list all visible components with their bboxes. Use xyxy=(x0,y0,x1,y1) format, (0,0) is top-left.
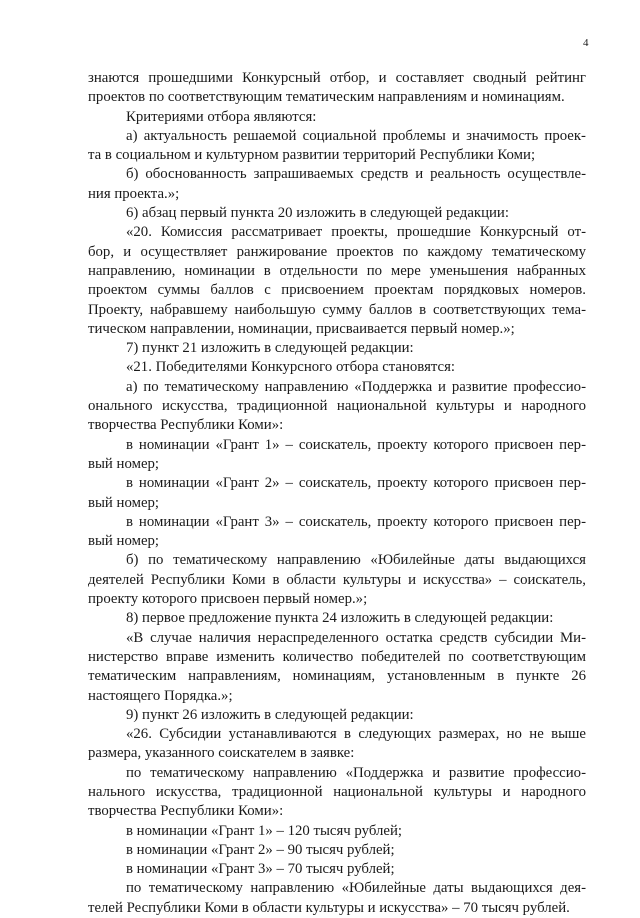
text-line: ния проекта.»; xyxy=(88,185,180,202)
text-line: «21. Победителями Конкурсного отбора становятся: xyxy=(126,359,456,376)
text-line: «В случае наличия нераспределенного остатка средств субсидии Ми- xyxy=(126,629,586,646)
text-line: онального искусства, традиционной национальной культуры и народного xyxy=(88,398,586,415)
text-line: настоящего Порядка.»; xyxy=(88,687,233,704)
text-line: б) обоснованность запрашиваемых средств и реальность осуществле- xyxy=(126,166,586,183)
text-line: «26. Субсидии устанавливаются в следующих размерах, но не выше xyxy=(126,726,586,743)
text-line: та в социальном и культурном развитии территорий Республики Коми; xyxy=(88,147,536,164)
text-line: деятелей Республики Коми в области культуры и искусства» – соискатель, xyxy=(88,571,586,588)
text-line: вый номер; xyxy=(88,455,160,472)
text-line: а) актуальность решаемой социальной проблемы и значимость проек- xyxy=(126,127,586,144)
text-line: 6) абзац первый пункта 20 изложить в следующей редакции: xyxy=(126,205,509,222)
text-line: нистерство вправе изменить количество победителей по соответствующим xyxy=(88,648,586,665)
text-line: направлению, номинации в отдельности по мере уменьшения набранных xyxy=(88,262,586,279)
text-line: а) по тематическому направлению «Поддержка и развитие профессио- xyxy=(126,378,586,395)
text-line: в номинации «Грант 2» – соискатель, проекту которого присвоен пер- xyxy=(126,475,586,492)
text-line: по тематическому направлению «Юбилейные даты выдающихся дея- xyxy=(126,880,586,897)
text-line: «20. Комиссия рассматривает проекты, прошедшие Конкурсный от- xyxy=(126,224,586,241)
text-line: нального искусства, традиционной национальной культуры и народного xyxy=(88,783,586,800)
text-line: размера, указанного соискателем в заявке: xyxy=(88,745,355,762)
text-line: творчества Республики Коми»: xyxy=(88,803,284,820)
text-line: 8) первое предложение пункта 24 изложить в следующей редакции: xyxy=(126,610,554,627)
text-line: Критериями отбора являются: xyxy=(126,108,317,125)
text-line: в номинации «Грант 2» – 90 тысяч рублей; xyxy=(126,841,395,858)
text-line: проектов по соответствующим тематическим направлениям и номинациям. xyxy=(88,89,565,106)
text-line: б) по тематическому направлению «Юбилейные даты выдающихся xyxy=(126,552,586,569)
text-line: вый номер; xyxy=(88,494,160,511)
text-line: в номинации «Грант 1» – соискатель, проекту которого присвоен пер- xyxy=(126,436,586,453)
text-line: в номинации «Грант 1» – 120 тысяч рублей; xyxy=(126,822,402,839)
text-line: по тематическому направлению «Поддержка и развитие профессио- xyxy=(126,764,586,781)
text-line: в номинации «Грант 3» – 70 тысяч рублей; xyxy=(126,861,395,878)
text-line: в номинации «Грант 3» – соискатель, проекту которого присвоен пер- xyxy=(126,513,586,530)
text-line: бор, и осуществляет ранжирование проектов по каждому тематическому xyxy=(88,243,586,260)
document-body xyxy=(88,69,586,918)
text-line: тематическим направлениям, номинациям, установленным в пункте 26 xyxy=(88,668,586,685)
text-line: телей Республики Коми в области культуры и искусства» – 70 тысяч рублей. xyxy=(88,899,570,916)
text-line: проектом суммы баллов с присвоением проектам порядковых номеров. xyxy=(88,282,586,299)
text-line: 9) пункт 26 изложить в следующей редакции: xyxy=(126,706,414,723)
text-line: знаются прошедшими Конкурсный отбор, и составляет сводный рейтинг xyxy=(88,70,586,86)
text-line: проекту которого присвоен первый номер.»; xyxy=(88,591,368,608)
text-line: тическом направлении, номинации, присваивается первый номер.»; xyxy=(88,320,515,337)
page-number: 4 xyxy=(583,37,589,49)
text-line: Проекту, набравшему наибольшую сумму баллов в соответствующих тема- xyxy=(88,301,586,318)
text-line: 7) пункт 21 изложить в следующей редакции: xyxy=(126,340,414,357)
text-line: творчества Республики Коми»: xyxy=(88,417,284,434)
text-line: вый номер; xyxy=(88,533,160,550)
